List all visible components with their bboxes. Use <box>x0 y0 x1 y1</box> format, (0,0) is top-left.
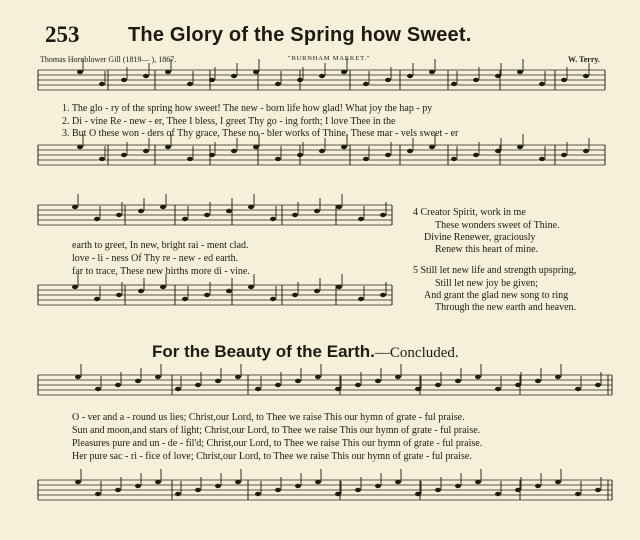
stanza-4-line-2: These wonders sweet of Thine. <box>435 220 560 231</box>
staff-3-treble-note <box>275 383 281 387</box>
staff-3-treble-note <box>415 387 421 391</box>
staff-3-treble-note <box>435 383 441 387</box>
staff-1-treble-note <box>253 70 259 74</box>
staff-2-bass-note <box>248 285 254 289</box>
staff-1-treble-note <box>363 82 369 86</box>
staff-1-treble-note <box>495 74 501 78</box>
staff-3-treble-note <box>155 375 161 379</box>
section2-verse-1: O - ver and a - round us lies; Christ,our Lord, to Thee we raise This our hymn of grate - ful praise. <box>72 412 465 423</box>
staff-3-bass-note <box>195 488 201 492</box>
staff-1-bass-note <box>165 145 171 149</box>
staff-1-treble-note <box>209 78 215 82</box>
staff-1-bass-note <box>319 149 325 153</box>
verse-line-3a: 3. But O these won - ders of Thy grace, These no - bler works of Thine, These mar - vels sweet - er <box>62 128 459 139</box>
staff-3-bass-note <box>135 484 141 488</box>
section2-verse-3: Pleasures pure and un - de - fil'd; Christ,our Lord, to Thee we raise This our hymn of grate - ful praise. <box>72 438 483 449</box>
staff-1-treble-note <box>583 74 589 78</box>
staff-3-bass-note <box>315 480 321 484</box>
section-title-suffix: —Concluded. <box>374 345 459 361</box>
staff-1-bass-note <box>451 157 457 161</box>
staff-1-bass-note <box>517 145 523 149</box>
staff-2-bass-note <box>72 285 78 289</box>
staff-1-bass-note <box>385 153 391 157</box>
staff-3-treble-note <box>335 387 341 391</box>
stanza-4-line-4: Renew this heart of mine. <box>435 244 539 255</box>
staff-2-bass-note <box>358 297 364 301</box>
staff-1-bass-note <box>473 153 479 157</box>
staff-1-treble-note <box>451 82 457 86</box>
stanza-5-line-4: Through the new earth and heaven. <box>435 302 577 313</box>
staff-3-bass-note <box>95 492 101 496</box>
staff-1-treble-note <box>275 82 281 86</box>
section-title <box>152 342 459 362</box>
verse-line-1a: 1. The glo - ry of the spring how sweet! The new - born life how glad! What joy the hap - py <box>62 103 433 114</box>
staff-3-bass-note <box>535 484 541 488</box>
tune-name: "BURNHAM MARKET." <box>288 55 371 62</box>
staff-1-treble-note <box>473 78 479 82</box>
staff-2-bass-note <box>182 297 188 301</box>
staff-1-treble-note <box>187 82 193 86</box>
staff-1-bass-note <box>143 149 149 153</box>
staff-3-bass-note <box>595 488 601 492</box>
staff-2-treble-note <box>182 217 188 221</box>
staff-2-treble-note <box>336 205 342 209</box>
staff-1-treble-note <box>99 82 105 86</box>
staff-3-treble-note <box>175 387 181 391</box>
staff-3-bass-note <box>455 484 461 488</box>
verse-line-3b: far to trace, These new births more di - vine. <box>72 266 250 277</box>
staff-3-treble-note <box>535 379 541 383</box>
staff-3-bass-note <box>255 492 261 496</box>
staff-1-treble-note <box>231 74 237 78</box>
composer-credit: W. Terry. <box>568 55 600 64</box>
staff-3-treble-note <box>255 387 261 391</box>
staff-1-bass-note <box>187 157 193 161</box>
staff-2-treble-note <box>138 209 144 213</box>
verse-line-2b: love - li - ness Of Thy re - new - ed earth. <box>72 253 239 264</box>
staff-3-treble-note <box>575 387 581 391</box>
staff-2-bass-note <box>314 289 320 293</box>
staff-2-treble-note <box>160 205 166 209</box>
staff-3-treble-note <box>595 383 601 387</box>
verse-line-2a: 2. Di - vine Re - new - er, Thee I bless, I greet Thy go - ing forth; I love Thee in the <box>62 116 396 127</box>
staff-1-treble-note <box>121 78 127 82</box>
hymn-title: The Glory of the Spring how Sweet. <box>128 24 472 46</box>
staff-2-treble-note <box>358 217 364 221</box>
section2-verse-2: Sun and moon,and stars of light; Christ,our Lord, to Thee we raise This our hymn of grate - ful praise. <box>72 425 481 436</box>
staff-3-bass-note <box>355 488 361 492</box>
staff-1-treble-note <box>77 70 83 74</box>
staff-3-treble-note <box>235 375 241 379</box>
staff-3-bass-note <box>415 492 421 496</box>
staff-1-bass-note <box>363 157 369 161</box>
stanza-5-line-1: 5 Still let new life and strength upspring, <box>413 265 577 276</box>
stanza-5-line-2: Still let new joy be given; <box>435 278 539 289</box>
staff-3-bass-note <box>295 484 301 488</box>
staff-2-treble-note <box>380 213 386 217</box>
staff-3-treble-note <box>195 383 201 387</box>
staff-2-treble-note <box>314 209 320 213</box>
staff-1-treble-note <box>319 74 325 78</box>
staff-2-bass-note <box>292 293 298 297</box>
staff-1-bass-note <box>561 153 567 157</box>
staff-3-bass-note <box>475 480 481 484</box>
staff-3-treble-note <box>115 383 121 387</box>
staff-3-bass-note <box>375 484 381 488</box>
staff-2-treble-note <box>94 217 100 221</box>
staff-1-bass-note <box>231 149 237 153</box>
staff-3-bass-note <box>575 492 581 496</box>
stanza-4-line-1: 4 Creator Spirit, work in me <box>413 207 526 218</box>
staff-1-bass-note <box>99 157 105 161</box>
staff-3-treble-note <box>555 375 561 379</box>
staff-3-bass-note <box>335 492 341 496</box>
staff-2-treble-note <box>292 213 298 217</box>
staff-3-treble-note <box>475 375 481 379</box>
staff-1-bass-note <box>495 149 501 153</box>
staff-3-bass-note <box>395 480 401 484</box>
staff-2-bass-note <box>380 293 386 297</box>
staff-1-treble-note <box>143 74 149 78</box>
staff-1-bass-note <box>407 149 413 153</box>
staff-3-treble-note <box>135 379 141 383</box>
staff-1-bass-note <box>77 145 83 149</box>
staff-2-bass-note <box>270 297 276 301</box>
staff-3-bass-note <box>155 480 161 484</box>
staff-3-treble-note <box>515 383 521 387</box>
staff-3-bass-note <box>215 484 221 488</box>
staff-1-bass-note <box>429 145 435 149</box>
staff-2-bass-note <box>138 289 144 293</box>
staff-1-bass-note <box>275 157 281 161</box>
section-title-text: For the Beauty of the Earth. <box>152 342 375 361</box>
staff-2-bass-note <box>226 289 232 293</box>
staff-2-bass-note <box>204 293 210 297</box>
staff-3-treble-note <box>315 375 321 379</box>
staff-1-bass-note <box>209 153 215 157</box>
staff-1-bass-note <box>253 145 259 149</box>
hymn-number: 253 <box>45 22 80 47</box>
staff-2-treble-note <box>72 205 78 209</box>
staff-2-bass-note <box>94 297 100 301</box>
staff-1-treble-note <box>539 82 545 86</box>
verse-line-1b: earth to greet, In new, bright rai - ment clad. <box>72 240 249 251</box>
stanza-4-line-3: Divine Renewer, graciously <box>424 232 536 243</box>
staff-3-treble-note <box>215 379 221 383</box>
staff-1-bass-note <box>121 153 127 157</box>
staff-3-bass-note <box>275 488 281 492</box>
staff-1-treble-note <box>517 70 523 74</box>
staff-3-bass-note <box>495 492 501 496</box>
staff-3-bass-note <box>235 480 241 484</box>
staff-1-bass-note <box>583 149 589 153</box>
staff-1-treble-note <box>561 78 567 82</box>
staff-3-bass-note <box>115 488 121 492</box>
staff-2-treble-note <box>116 213 122 217</box>
author-credit: Thomas Hornblower Gill (1819— ), 1867. <box>40 55 177 64</box>
stanza-5-line-3: And grant the glad new song to ring <box>424 290 569 301</box>
staff-3-treble-note <box>355 383 361 387</box>
staff-3-treble-note <box>75 375 81 379</box>
staff-3-bass-note <box>515 488 521 492</box>
staff-1-treble-note <box>429 70 435 74</box>
staff-2-bass-note <box>116 293 122 297</box>
staff-2-bass-note <box>160 285 166 289</box>
staff-3-bass-note <box>555 480 561 484</box>
staff-3-treble-note <box>375 379 381 383</box>
staff-1-bass-note <box>539 157 545 161</box>
staff-3-bass-note <box>435 488 441 492</box>
staff-2-treble-note <box>204 213 210 217</box>
staff-2-treble-note <box>270 217 276 221</box>
staff-1-treble-note <box>385 78 391 82</box>
staff-1-treble-note <box>297 78 303 82</box>
staff-2-bass-note <box>336 285 342 289</box>
staff-3-treble-note <box>455 379 461 383</box>
staff-3-treble-note <box>95 387 101 391</box>
staff-3-bass-note <box>75 480 81 484</box>
staff-3-treble-note <box>495 387 501 391</box>
staff-1-bass-note <box>297 153 303 157</box>
section2-verse-4: Her pure sac - ri - fice of love; Christ,our Lord, to Thee we raise This our hymn of grate - ful praise. <box>72 451 472 462</box>
staff-3-treble-note <box>295 379 301 383</box>
staff-3-treble-note <box>395 375 401 379</box>
staff-2-treble-note <box>248 205 254 209</box>
staff-1-treble-note <box>341 70 347 74</box>
staff-1-treble-note <box>165 70 171 74</box>
staff-3-bass-note <box>175 492 181 496</box>
staff-2-treble-note <box>226 209 232 213</box>
staff-1-bass-note <box>341 145 347 149</box>
staff-1-treble-note <box>407 74 413 78</box>
